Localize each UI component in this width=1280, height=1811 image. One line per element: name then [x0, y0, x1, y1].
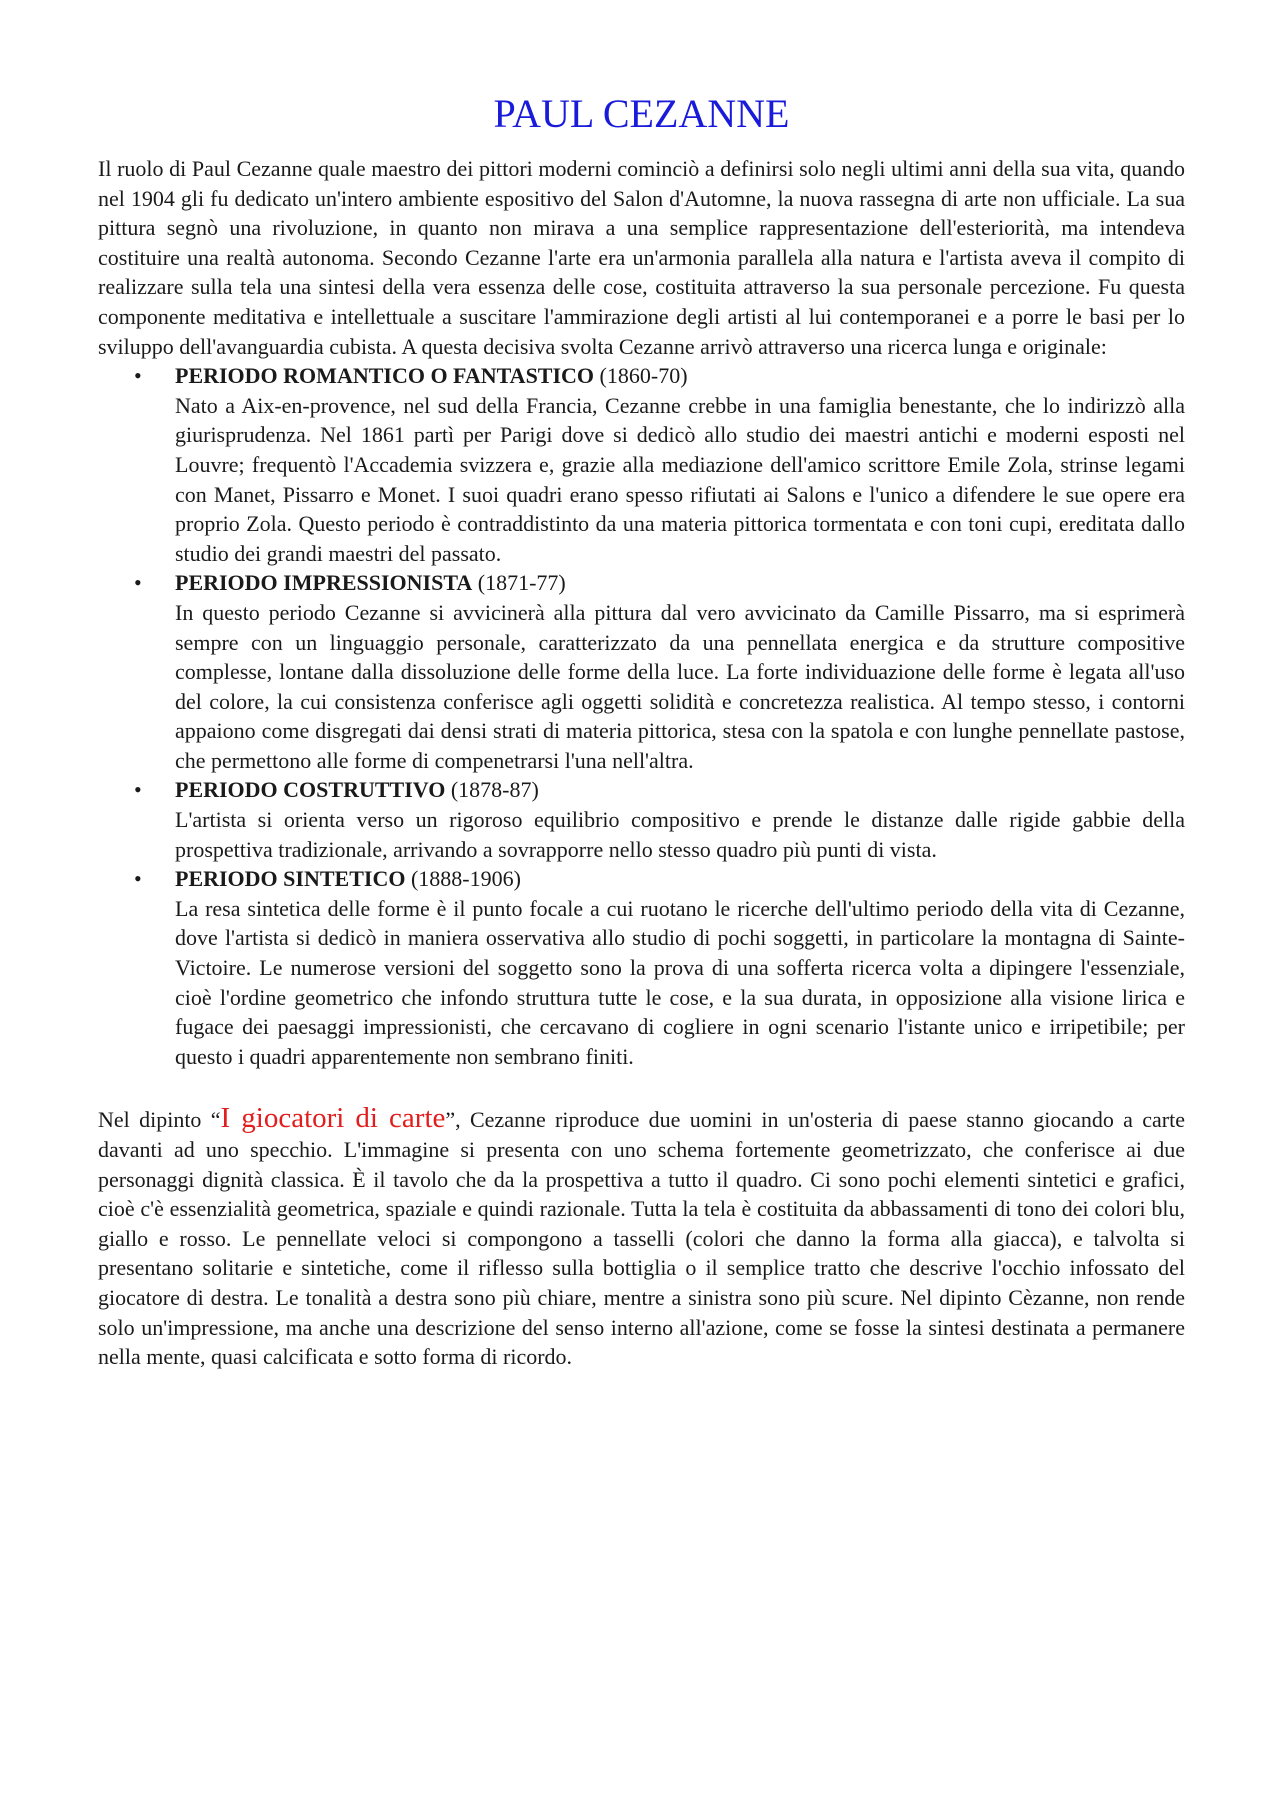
list-item	[98, 775, 1185, 864]
period-name: PERIODO IMPRESSIONISTA	[175, 570, 473, 596]
period-text: Nato a Aix-en-provence, nel sud della Francia, Cezanne crebbe in una famiglia benestante, che lo indirizzò alla giurisprudenza. Nel 1861 partì per Parigi dove si dedicò allo studio dei maestri antichi e moderni esposti nel Louvre; frequentò l'Accademia svizzera e, grazie alla mediazione dell'amico scrittore Emile Zola, strinse legami con Manet, Pissarro e Monet. I suoi quadri erano spesso rifiutati ai Salons e l'unico a difendere le sue opere era proprio Zola. Questo periodo è contraddistinto da una materia pittorica tormentata e con toni cupi, ereditata dallo studio dei grandi maestri del passato.	[175, 392, 1185, 566]
period-name: PERIODO COSTRUTTIVO	[175, 777, 446, 803]
period-years: (1888-1906)	[405, 866, 521, 892]
period-text: La resa sintetica delle forme è il punto focale a cui ruotano le ricerche dell'ultimo periodo della vita di Cezanne, dove l'artista si dedicò in maniera osservativa allo studio di pochi soggetti, in particolare la montagna di Sainte-Victoire. Le numerose versioni del soggetto sono la prova di una sofferta ricerca volta a dipingere l'essenziale, cioè l'ordine geometrico che infondo struttura tutte le cose, e la sua durata, in opposizione alla visione lirica e fugace dei paesaggi impressionisti, che cercavano di cogliere in ogni scenario l'istante unico e irripetibile; per questo i quadri apparentemente non sembrano finiti.	[175, 895, 1185, 1069]
period-years: (1871-77)	[472, 570, 566, 596]
bullet-icon: •	[134, 570, 142, 596]
painting-close-quote: ”	[445, 1107, 456, 1133]
period-years: (1878-87)	[445, 777, 539, 803]
periods-list	[98, 361, 1185, 1071]
period-heading	[175, 361, 1185, 391]
period-text: L'artista si orienta verso un rigoroso equilibrio compositivo e prende le distanze dalle rigide gabbie della prospettiva tradizionale, arrivando a sovrapporre nello stesso quadro più punti di vista.	[175, 807, 1185, 862]
painting-title: I giocatori di carte	[220, 1102, 446, 1135]
painting-description: , Cezanne riproduce due uomini in un'osteria di paese stanno giocando a carte davanti ad uno specchio. L'immagine si presenta con uno schema fortemente geometrizzato, che conferisce ai due personaggi dignità classica. È il tavolo che da la prospettiva a tutto il quadro. Ci sono pochi elementi sintetici e grafici, cioè c'è essenzialità geometrica, spaziale e quindi razionale. Tutta la tela è costituita da abbassamenti di tono dei colori blu, giallo e rosso. Le pennellate veloci si compongono a tasselli (colori che danno la forma alla giacca), e talvolta si presentano solitarie e sintetiche, come il riflesso sulla bottiglia o il semplice tratto che descrive l'occhio infossato del giocatore di destra. Le tonalità a destra sono più chiare, mentre a sinistra sono più scure. Nel dipinto Cèzanne, non rende solo un'impressione, ma anche una descrizione del senso interno all'azione, come se fosse la sintesi destinata a permanere nella mente, quasi calcificata e sotto forma di ricordo.	[98, 1107, 1185, 1370]
list-item	[98, 568, 1185, 775]
bullet-icon: •	[134, 866, 142, 892]
list-item	[98, 361, 1185, 568]
painting-paragraph	[98, 1104, 1185, 1371]
period-heading	[175, 775, 1185, 805]
list-item	[98, 864, 1185, 1071]
intro-paragraph: Il ruolo di Paul Cezanne quale maestro dei pittori moderni cominciò a definirsi solo negli ultimi anni della sua vita, quando nel 1904 gli fu dedicato un'intero ambiente espositivo del Salon d'Automne, la nuova rassegna di arte non ufficiale. La sua pittura segnò una rivoluzione, in quanto non mirava a una semplice rappresentazione dell'esteriorità, ma intendeva costituire una realtà autonoma. Secondo Cezanne l'arte era un'armonia parallela alla natura e l'artista aveva il compito di realizzare sulla tela una sintesi della vera essenza delle cose, costituita attraverso la sua personale percezione. Fu questa componente meditativa e intellettuale a suscitare l'ammirazione degli artisti al lui contemporanei e a porre le basi per lo sviluppo dell'avanguardia cubista. A questa decisiva svolta Cezanne arrivò attraverso una ricerca lunga e originale:	[98, 156, 1185, 359]
period-name: PERIODO SINTETICO	[175, 866, 406, 892]
bullet-icon: •	[134, 777, 142, 803]
period-heading	[175, 864, 1185, 894]
page-title: PAUL CEZANNE	[493, 91, 790, 136]
period-years: (1860-70)	[594, 363, 688, 389]
document-page	[98, 86, 1185, 1372]
painting-lead: Nel dipinto “	[98, 1107, 221, 1133]
period-name: PERIODO ROMANTICO O FANTASTICO	[175, 363, 595, 389]
period-text: In questo periodo Cezanne si avvicinerà alla pittura dal vero avvicinato da Camille Pissarro, ma si esprimerà sempre con un linguaggio personale, caratterizzato da una pennellata energica e da strutture compositive complesse, lontane dalla dissoluzione delle forme della luce. La forte individuazione delle forme è legata all'uso del colore, la cui consistenza conferisce agli oggetti solidità e concretezza realistica. Al tempo stesso, i contorni appaiono come disgregati dai densi strati di materia pittorica, stesa con la spatola e con lunghe pennellate pastose, che permettono alle forme di compenetrarsi l'una nell'altra.	[175, 599, 1185, 773]
bullet-icon: •	[134, 363, 142, 389]
period-heading	[175, 568, 1185, 598]
